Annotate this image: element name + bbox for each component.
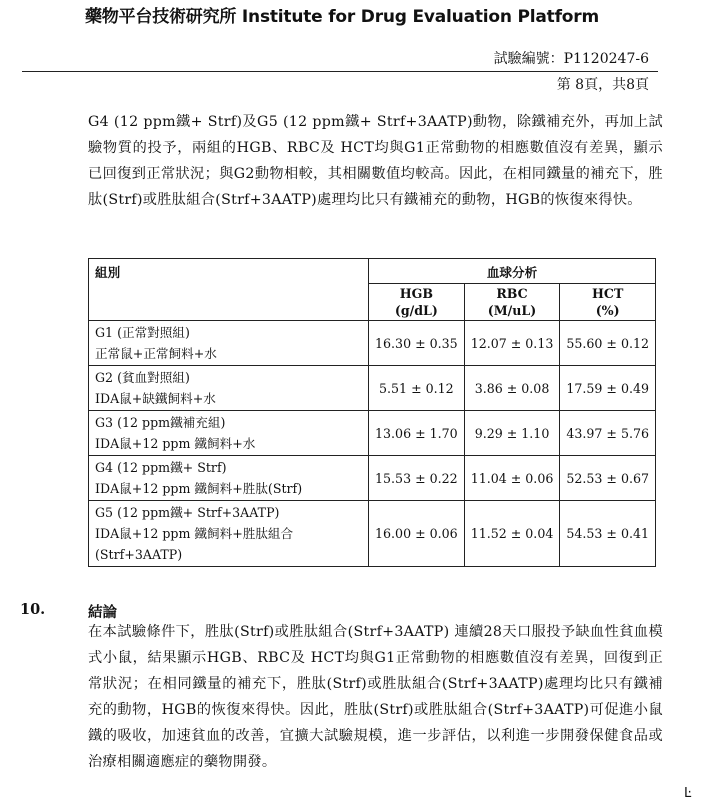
hgb-value: 15.53 ± 0.22 [369,456,465,501]
hct-value: 54.53 ± 0.41 [560,501,656,567]
blood-analysis-table [88,258,656,567]
results-paragraph: G4 (12 ppm鐵+ Strf)及G5 (12 ppm鐵+ Strf+3AATP)動物，除鐵補充外，再加上試驗物質的投予，兩組的HGB、RBC及 HCT均與G1正常動物的相應數值沒有差異，顯示已回復到正常狀況；與G2動物相較，其相關數值均較高。因此，在相同鐵量的補充下，胜肽(Strf)或胜肽組合(Strf+3AATP)處理均比只有鐵補充的動物，HGB的恢復來得快。 [88,114,663,208]
hgb-header-name: HGB [399,286,434,301]
hgb-column-header [369,284,465,321]
group-description: IDA鼠+缺鐵飼料+水 [95,391,216,406]
group-cell [89,411,369,456]
group-description: IDA鼠+12 ppm 鐵飼料+胜肽(Strf) [95,481,303,496]
table-row [89,456,656,501]
rbc-value: 11.04 ± 0.06 [464,456,560,501]
hct-value: 17.59 ± 0.49 [560,366,656,411]
hct-header-unit: (%) [595,303,620,318]
hgb-value: 16.00 ± 0.06 [369,501,465,567]
rbc-column-header [464,284,560,321]
section-title: 結論 [88,604,117,621]
hct-column-header [560,284,656,321]
hct-value: 55.60 ± 0.12 [560,321,656,366]
rbc-value: 9.29 ± 1.10 [464,411,560,456]
table-row [89,366,656,411]
table-row [89,501,656,567]
group-name: G4 (12 ppm鐵+ Strf) [95,460,227,475]
test-number: 試驗編號：P1120247-6 [493,51,649,67]
blood-analysis-header: 血球分析 [369,259,656,284]
hgb-value: 16.30 ± 0.35 [369,321,465,366]
hgb-value: 5.51 ± 0.12 [369,366,465,411]
section-number: 10. [20,601,46,618]
group-cell [89,456,369,501]
hct-value: 43.97 ± 5.76 [560,411,656,456]
group-name: G2 (貧血對照組) [95,370,190,385]
hgb-value: 13.06 ± 1.70 [369,411,465,456]
table-row [89,411,656,456]
group-description: IDA鼠+12 ppm 鐵飼料+胜肽組合(Strf+3AATP) [95,526,294,562]
page-number: 第 8頁，共8頁 [556,77,649,93]
group-name: G5 (12 ppm鐵+ Strf+3AATP) [95,505,280,520]
group-name: G1 (正常對照組) [95,325,190,340]
rbc-header-name: RBC [496,286,528,301]
group-description: 正常鼠+正常飼料+水 [95,346,217,361]
hgb-header-unit: (g/dL) [394,303,438,318]
document-header-title: 藥物平台技術研究所 Institute for Drug Evaluation Platform [85,7,599,27]
rbc-header-unit: (M/uL) [487,303,537,318]
group-description: IDA鼠+12 ppm 鐵飼料+水 [95,436,256,451]
rbc-value: 12.07 ± 0.13 [464,321,560,366]
group-cell [89,321,369,366]
conclusion-paragraph: 在本試驗條件下，胜肽(Strf)或胜肽組合(Strf+3AATP) 連續28天口服投予缺血性貧血模式小鼠，結果顯示HGB、RBC及 HCT均與G1正常動物的相應數值沒有差異，回復到正常狀況；在相同鐵量的補充下，胜肽(Strf)或胜肽組合(Strf+3AATP)處理均比只有鐵補充的動物，HGB的恢復來得快。因此，胜肽(Strf)或胜肽組合(Strf+3AATP)可促進小鼠鐵的吸收，加速貧血的改善，宜擴大試驗規模，進一步評估，以利進一步開發保健食品或治療相關適應症的藥物開發。 [88,624,663,770]
rbc-value: 11.52 ± 0.04 [464,501,560,567]
hct-value: 52.53 ± 0.67 [560,456,656,501]
group-name: G3 (12 ppm鐵補充組) [95,415,226,430]
header-divider [22,71,658,72]
hct-header-name: HCT [592,286,624,301]
group-cell [89,366,369,411]
group-cell [89,501,369,567]
text-cursor-icon: Ŀ [684,786,692,801]
rbc-value: 3.86 ± 0.08 [464,366,560,411]
group-column-header: 組別 [89,259,369,321]
table-row [89,321,656,366]
